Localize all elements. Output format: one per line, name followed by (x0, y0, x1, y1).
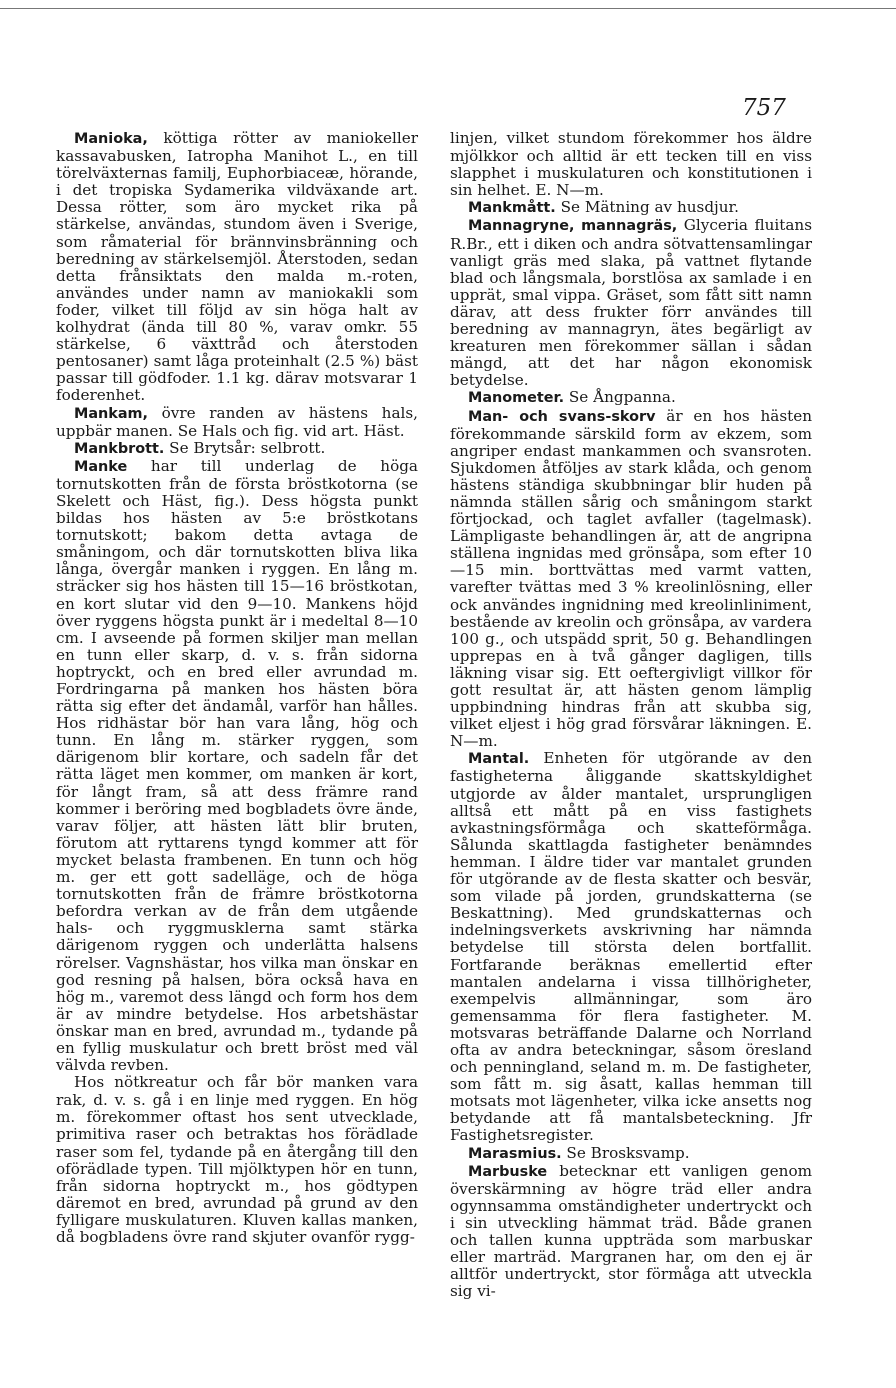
entry-text: är en hos hästen förekommande särskild form av ekzem, som angriper endast mankammen och svansroten. Sjukdomen åtföljes av stark klåda, och genom hästens ständiga skubbningar blir huden på nämnda ställen sårig och småningom starkt förtjockad, och taglet avfaller (tagelmask). Lämpligaste behandlingen är, att de angripna ställena ingnidas med grönsåpa, som efter 10—15 min. borttvättas med varmt vatten, varefter tvättas med 3 % kreolinlösning, eller ock användes ingnidning med kreolinliniment, bestående av kreolin och grönsåpa, av vardera 100 g., och utspädd sprit, 50 g. Behandlingen upprepas en à två gånger dagligen, tills läkning visar sig. Ett oeftergivligt villkor för gott resultat är, att hästen genom lämplig uppbindning hindras från att skubba sig, vilket eljest i hög grad försvårar läkningen. E. N—m. (450, 406, 812, 751)
entry-head: Mankbrott. (74, 440, 165, 457)
right-column (450, 130, 812, 1300)
entry-mankam (56, 405, 418, 440)
entry-head: Marbuske (468, 1163, 548, 1180)
entry-text: betecknar ett vanligen genom överskärmning av högre träd eller andra ogynnsamma omständigheter undertryckt och i sin utveckling hämmat träd. Både granen och tallen kunna uppträda som marbuskar eller marträd. Margranen har, om den ej är alltför undertryckt, stor förmåga att utveckla sig vi- (450, 1161, 812, 1301)
entry-text: Se Ångpanna. (564, 388, 676, 407)
left-column (56, 130, 418, 1246)
entry-manioka (56, 130, 418, 405)
entry-text: har till underlag de höga tornutskotten från de första bröstkotorna (se Skelett och Häst, fig.). Dess högsta punkt bildas hos hästen av 5:e bröstkotans tornutskott; bakom detta avtaga de småningom, och där tornutskotten bliva lika långa, övergår manken i ryggen. En lång m. sträcker sig hos hästen till 15—16 bröstkotan, en kort slutar vid den 9—10. Mankens höjd över ryggens högsta punkt är i medeltal 8—10 cm. I avseende på formen skiljer man mellan en tunn eller skarp, d. v. s. från sidorna hoptryckt, och en bred eller avrundad m. Fordringarna på manken hos hästen böra rätta sig efter det ändamål, varför han hålles. Hos ridhästar bör han vara lång, hög och tunn. En lång m. stärker ryggen, som därigenom blir kortare, och sadeln får det rätta läget men kommer, om manken är kort, för långt fram, så att dess främre rand kommer i beröring med bogbladets övre ände, varav följer, att hästen lätt blir bruten, förutom att ryttarens tyngd kommer att för mycket belasta frambenen. En tunn och hög m. ger ett gott sadelläge, och de höga tornutskotten från de främre bröstkotorna befordra verkan av de från dem utgående hals- och ryggmusklerna samt stärka därigenom ryggen och underlätta halsens rörelser. Vagnshästar, hos vilka man önskar en god resning på halsen, böra också hava en hög m., varemot dess längd och form hos dem är av mindre betydelse. Hos arbetshästar önskar man en bred, avrundad m., tydande på en fyllig muskulatur och brett bröst med väl välvda revben. (56, 456, 418, 1075)
entry-text: Se Brosksvamp. (561, 1143, 690, 1162)
entry-head: Mantal. (468, 751, 530, 768)
entry-text: Enheten för utgörande av den fastigheterna åliggande skattskyldighet utgjorde av ålder mantalet, ursprungligen alltså ett mått på en viss fastighets avkastningsförmåga och skatteförmåga. Sålunda skattlagda fastigheter benämndes hemman. I äldre tider var mantalet grunden för utgörande av de flesta skatter och besvär, som vilade på jorden, grundskatterna (se Beskattning). Med grundskatternas och indelningsverkets avskrivning har nämnda betydelse till största delen bortfallit. Fortfarande beräknas emellertid efter mantalen andelarna i vissa tillhörigheter, exempelvis allmänningar, som äro gemensamma för flera fastigheter. M. motsvaras beträffande Dalarne och Norrland ofta av andra beteckningar, såsom öresland och penningland, seland m. m. De fastigheter, som fått m. sig åsatt, kallas hemman till motsats mot lägenheter, vilka icke ansetts nog betydande att få mantalsbeteckning. Jfr Fastighetsregister. (450, 749, 812, 1145)
entry-mannagryne (450, 217, 812, 389)
entry-text: linjen, vilket stundom förekommer hos äldre mjölkkor och alltid är ett tecken till en viss slapphet i muskulaturen och konstitutionen i sin helhet. E. N—m. (450, 129, 812, 200)
entry-text: köttiga rötter av maniokeller kassavabusken, Iatropha Manihot L., en till törelväxternas familj, Euphorbiaceæ, hörande, i det tropiska Sydamerika vildväxande art. Dessa rötter, som äro mycket rika på stärkelse, användas, stundom även i Sverige, som råmaterial för brännvinsbränning och beredning av stärkelsemjöl. Återstoden, sedan detta frånsiktats den malda m.-roten, användes under namn av maniokakli som foder, vilket till följd av sin höga halt av kolhydrat (ända till 80 %, varav omkr. 55 stärkelse, 6 växttråd och återstoden pentosaner) samt låga proteinhalt (2.5 %) bäst passar till gödfoder. 1.1 kg. därav motsvarar 1 foderenhet. (56, 129, 418, 405)
entry-manke-tail (450, 130, 812, 199)
top-rule (0, 8, 896, 9)
entry-mankmatt (450, 199, 812, 217)
entry-text: Hos nötkreatur och får bör manken vara rak, d. v. s. gå i en linje med ryggen. En hög m. förekommer oftast hos sent utvecklade, primitiva raser och betraktas hos förädlade raser som fel, tydande på en återgång till den oförädlade typen. Till mjölktypen hör en tunn, från sidorna hoptryckt m., hos gödtypen däremot en bred, avrundad på grund av den fylligare muskulaturen. Kluven kallas manken, då bogbladens övre rand skjuter ovanför rygg- (56, 1073, 418, 1246)
entry-head: Mannagryne, mannagräs, (468, 218, 678, 235)
entry-manometer (450, 389, 812, 407)
entry-man-och-svans-skorv (450, 408, 812, 751)
entry-head: Manke (74, 458, 128, 475)
entry-text: övre randen av hästens hals, uppbär manen. Se Hals och fig. vid art. Häst. (56, 403, 418, 440)
page-number: 757 (742, 95, 786, 121)
entry-manke-continued (56, 1074, 418, 1246)
entry-head: Mankmått. (468, 200, 556, 217)
entry-mantal (450, 750, 812, 1144)
entry-text: Glyceria fluitans R.Br., ett i diken och andra sötvattensamlingar vanligt gräs med slaka, på vattnet flytande blad och långsmala, borstlösa ax samlade i en upprät, smal vippa. Gräset, som fått sitt namn därav, att dess frukter förr användes till beredning av mannagryn, ätes begärligt av kreaturen men förekommer sällan i sådan mängd, att det har någon ekonomisk betydelse. (450, 216, 812, 390)
entry-manke (56, 458, 418, 1074)
entry-marasmius (450, 1145, 812, 1163)
entry-head: Man- och svans-skorv (468, 408, 656, 425)
entry-head: Manioka, (74, 131, 148, 147)
entry-head: Marasmius. (468, 1145, 562, 1162)
entry-head: Mankam, (74, 405, 149, 422)
entry-text: Se Mätning av husdjur. (555, 198, 739, 217)
entry-marbuske (450, 1163, 812, 1301)
entry-head: Manometer. (468, 390, 565, 407)
entry-text: Se Brytsår: selbrott. (164, 438, 326, 457)
entry-mankbrott (56, 440, 418, 458)
